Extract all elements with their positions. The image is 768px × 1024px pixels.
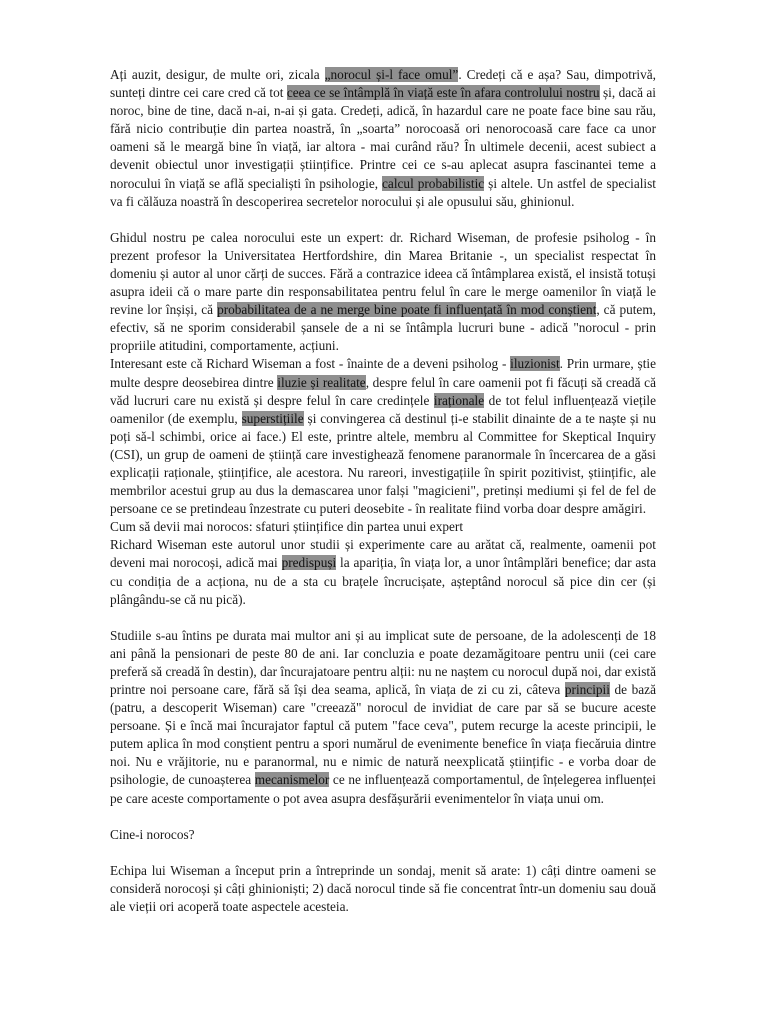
- article-body: [110, 66, 656, 916]
- paragraph-studies-intro: Richard Wiseman este autorul unor studii și experimente care au arătat că, realmente, oamenii pot deveni mai norocoși, adică mai predispuși la apariția, în viața lor, a unor întâmplări benefice; dar asta cu condiția de a acționa, nu de a sta cu brațele încrucișate, așteptând norocul să pice din cer (și plângându-se că nu pică).: [110, 537, 656, 607]
- highlight-illusionist: iluzionist: [510, 356, 560, 372]
- section-heading-who: Cine-i norocos?: [110, 826, 195, 842]
- highlight-probabilistic: calcul probabilistic: [382, 175, 485, 191]
- section-heading-advice: Cum să devii mai norocos: sfaturi științifice din partea unui expert: [110, 519, 464, 535]
- highlight-saying: „norocul și-l face omul”: [324, 67, 459, 82]
- paragraph-guide: Ghidul nostru pe calea norocului este un expert: dr. Richard Wiseman, de profesie psiholog - în prezent profesor la Universitatea Hertfordshire, din Marea Britanie -, un specialist respectat în domeniu și autor al unor cărți de succes. Fără a contrazice ideea că întâmplarea există, el insistă totuși asupra ideii că o mare parte din responsabilitatea pentru felul în care le merge oamenilor în viață le revine lor înșiși, că probabilitatea de a ne merge bine poate fi influențată în mod conștient, că putem, efectiv, să ne sporim considerabil șansele de a ni se întâmpla lucruri bune - adică "norocul - prin propriile atitudini, comportamente, acțiuni.: [110, 229, 657, 354]
- paragraph-gap: [110, 844, 656, 862]
- paragraph-illusionist: Interesant este că Richard Wiseman a fost - înainte de a deveni psiholog - iluzionist. Prin urmare, știe multe despre deosebirea dintre iluzie și realitate, despre felul în care oamenii pot fi făcuți să creadă că văd lucruri care nu există și despre felul în care credințele iraționale de tot felul influențează viețile oamenilor (de exemplu, superstițiile și convingerea că destinul ți-e stabilit dinainte de a te naște și nu poți să-l schimbi, orice ai face.) El este, printre altele, membru al Committee for Skeptical Inquiry (CSI), un grup de oameni de știință care investighează fenomene paranormale în încercarea de a găsi explicații raționale, științifice, ale acestora. Nu rareori, investigațiile în spirit pozitivist, științific, ale membrilor acestui grup au dus la demascarea unor falși "magicieni", pretinși mediumi și fel de fel de persoane ce se pretindeau înzestrate cu puteri deosebite - în realitate fiind vorba doar despre amăgiri.: [110, 356, 656, 517]
- paragraph-gap: [110, 609, 656, 627]
- highlight-control: ceea ce se întâmplă în viață este în afara controlului nostru: [286, 85, 600, 101]
- highlight-probability: probabilitatea de a ne merge bine poate fi influențată în mod conștient: [217, 302, 597, 318]
- highlight-illusion-reality: iluzie și realitate: [277, 374, 366, 390]
- highlight-mechanisms: mecanismelor: [254, 772, 330, 788]
- paragraph-survey: Echipa lui Wiseman a început prin a întreprinde un sondaj, menit să arate: 1) câți dintre oameni se consideră norocoși și câți ghinioniști; 2) dacă norocul tinde să fie concentrat într-un domeniu sau două ale vieții ori acoperă toate aspectele acesteia.: [110, 862, 656, 914]
- highlight-predisposed: predispuși: [281, 555, 337, 571]
- paragraph-studies: Studiile s-au întins pe durata mai multor ani și au implicat sute de persoane, de la adolescenți de 18 ani până la pensionari de peste 80 de ani. Iar concluzia e poate dezamăgitoare pentru unii (cei care preferă să creadă în destin), dar încurajatoare pentru alții: nu ne naștem cu norocul după noi, dar există printre noi persoane care, fără să își dea seama, aplică, în viața de zi cu zi, câteva principii de bază (patru, a descoperit Wiseman) care "creează" norocul de invidiat de care par să se bucure aceste persoane. Și e încă mai încurajator faptul că putem "face ceva", putem recurge la aceste principii, le putem aplica în mod conștient pentru a spori numărul de evenimente benefice în viața fiecăruia dintre noi. Nu e vrăjitorie, nu e paranormal, nu e nimic de natură neexplicată științific - e vorba doar de psihologie, de cunoașterea mecanismelor ce ne influențează comportamentul, de înțelegerea influenței pe care aceste comportamente o pot avea asupra desfășurării evenimentelor în viața unui om.: [110, 627, 656, 806]
- paragraph-gap: [110, 211, 656, 229]
- highlight-principles: principii: [564, 682, 610, 697]
- paragraph-gap: [110, 808, 656, 826]
- highlight-irrational: iraționale: [433, 392, 485, 408]
- highlight-superstitions: superstițiile: [241, 410, 304, 426]
- paragraph-intro: Ați auzit, desigur, de multe ori, zicala „norocul și-l face omul”. Credeți că e așa? Sau, dimpotrivă, sunteți dintre cei care cred că tot ceea ce se întâmplă în viață este în afara controlului nostru și, dacă ai noroc, bine de tine, dacă n-ai, n-ai și gata. Credeți, adică, în hazardul care ne poate face bine sau rău, fără nicio contribuție din partea noastră, în „soarta” norocoasă ori nenorocoasă care face ca unor oameni să le meargă bine în viață, iar altora - mai curând rău? În ultimele decenii, acest subiect a devenit obiectul unor investigații științifice. Printre cei ce s-au aplecat asupra fascinantei teme a norocului în viață se află specialiști în psihologie, calcul probabilistic și altele. Un astfel de specialist va fi călăuza noastră în descoperirea secretelor norocului și ale opusului său, ghinionul.: [110, 67, 657, 209]
